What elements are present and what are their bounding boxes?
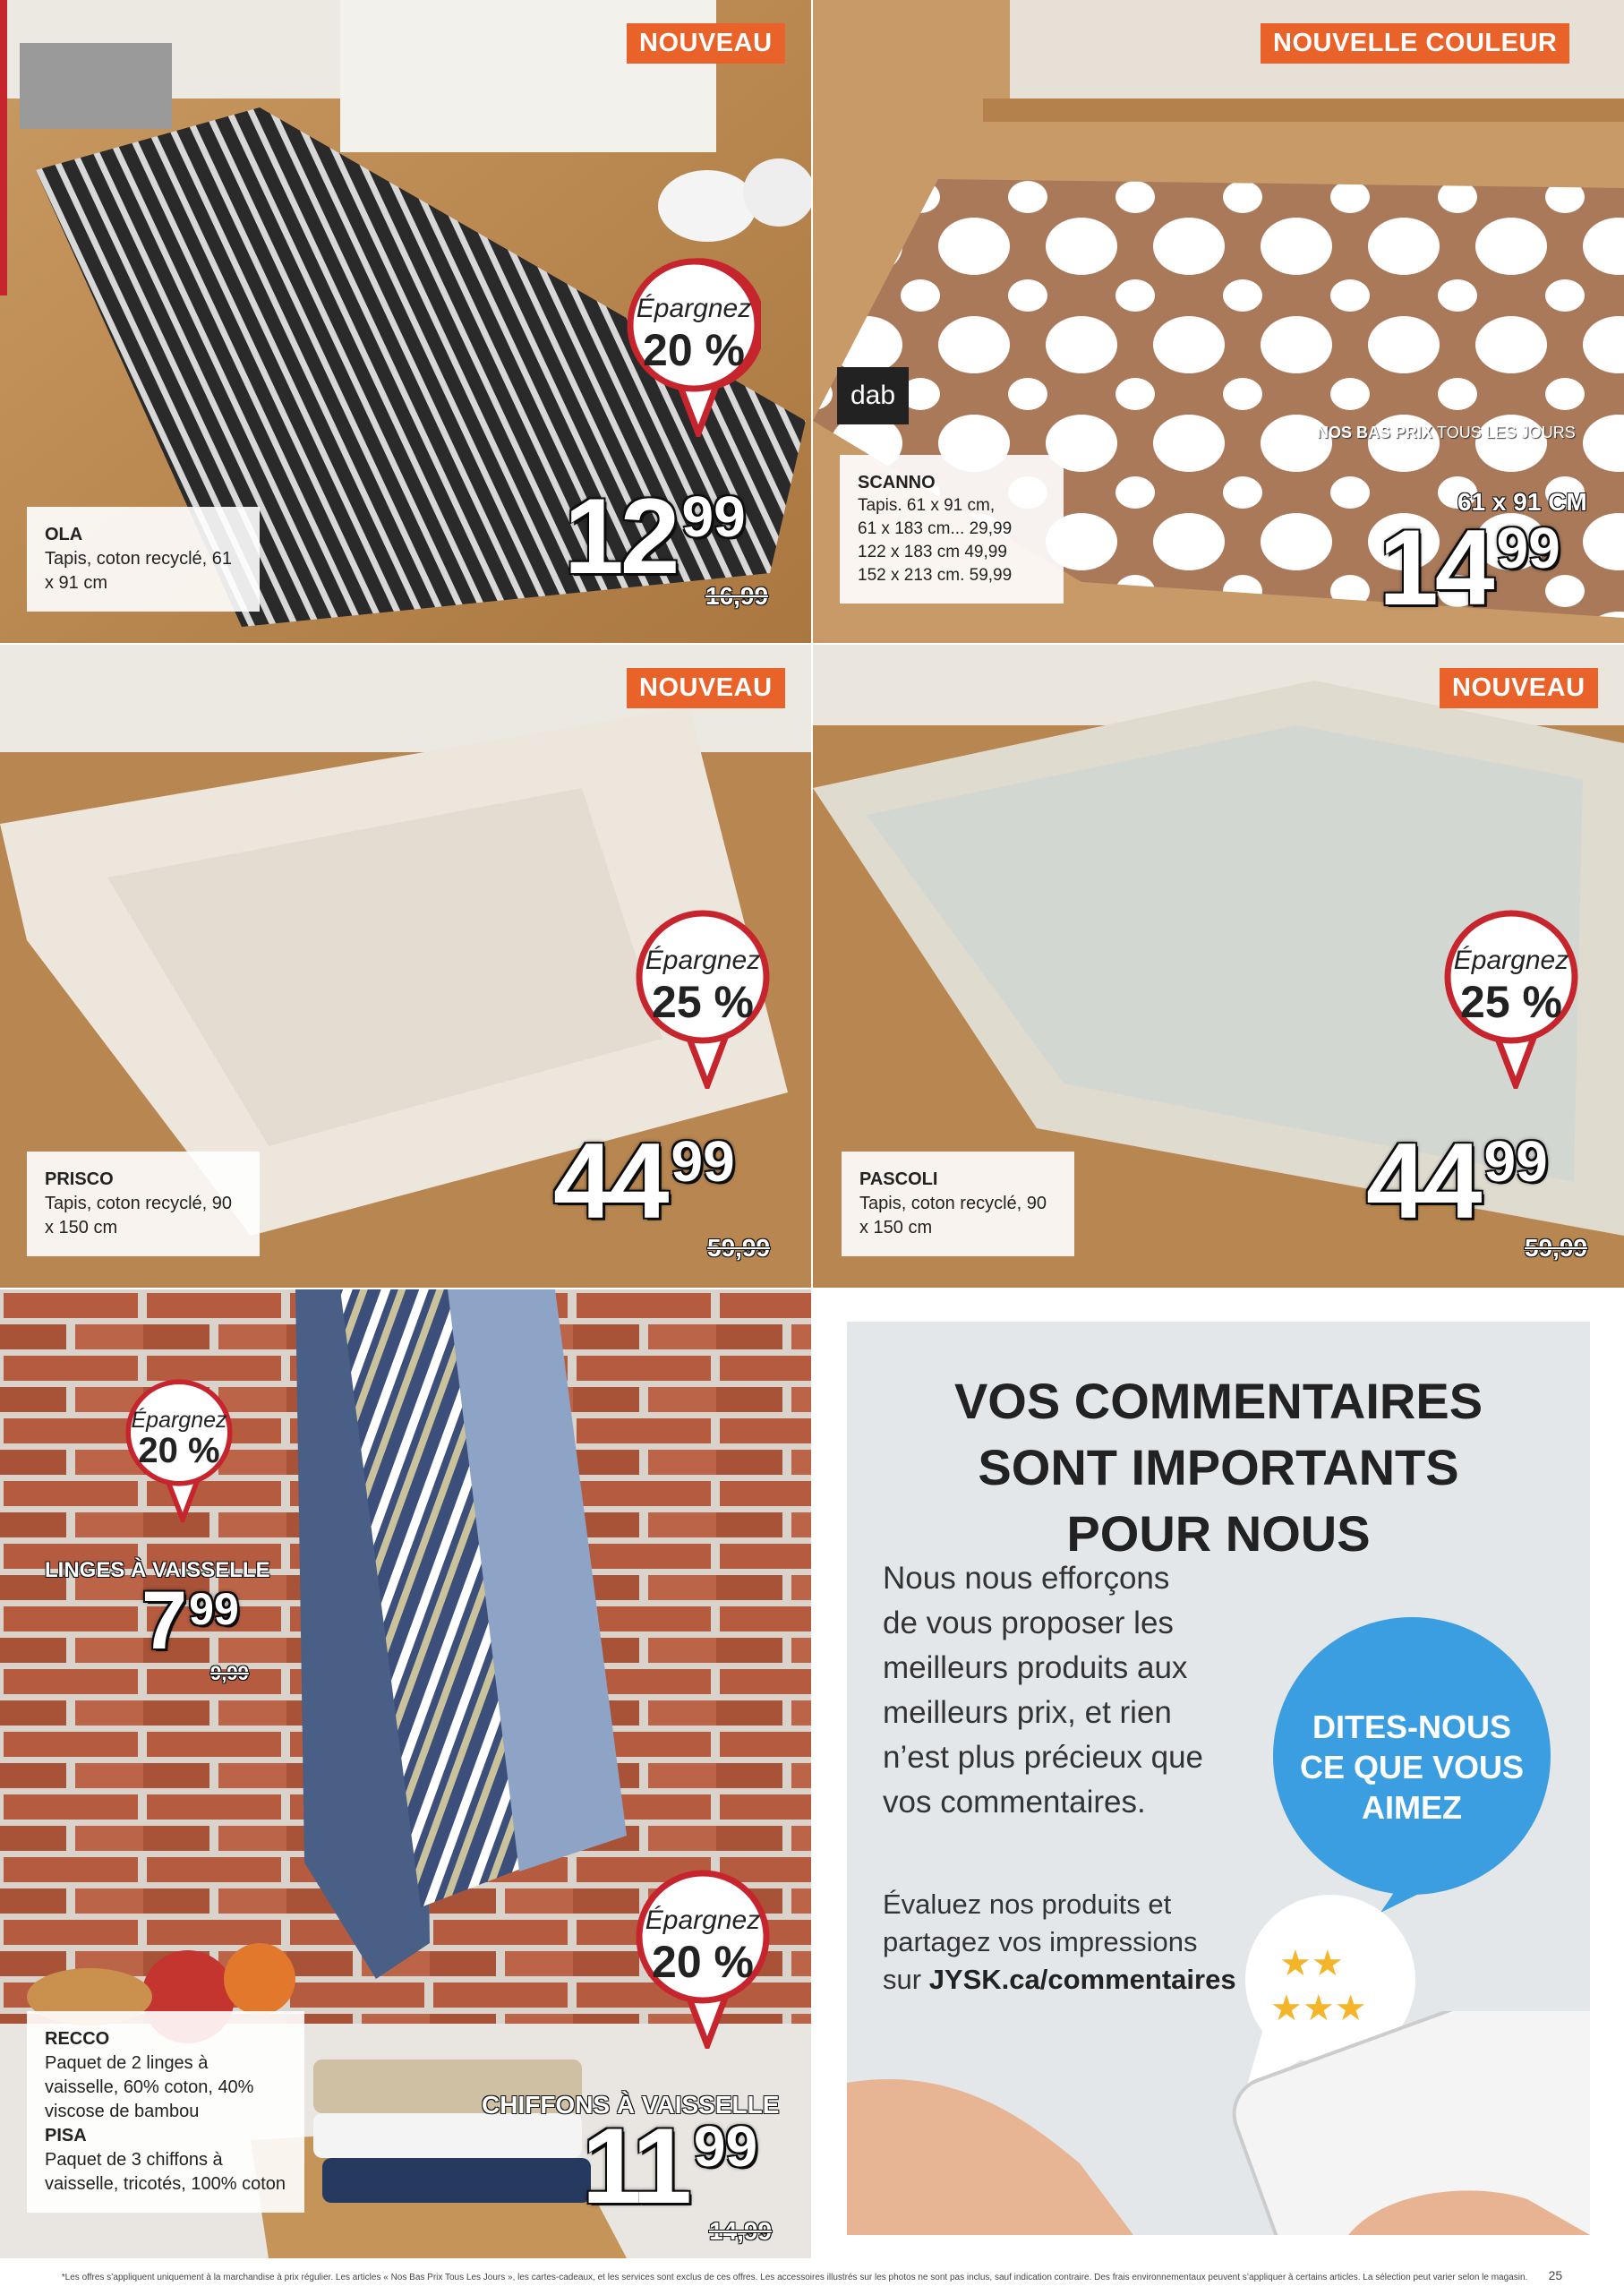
savings-percent: 20 % [138,1431,220,1470]
price-dollars: 14 [1379,508,1492,628]
product-description: Tapis, coton recyclé, 90 x 150 cm [859,1194,1047,1237]
brand-logo: dab [837,367,909,424]
chiffons-old-price: 14,99 [709,2217,773,2245]
heading-line-2: SONT IMPORTANTS [978,1439,1459,1495]
feedback-heading [847,1368,1590,1567]
price-cents: 99 [671,1129,735,1194]
product-info [27,1152,260,1256]
cta-prefix: sur [883,1964,929,1995]
product-info [840,455,1064,604]
price-cents: 99 [189,1584,239,1634]
star-icon: ★★ [1279,1943,1344,1984]
product-panel-pascoli [813,645,1624,1288]
savings-percent: 20 % [643,325,745,375]
savings-label: Épargnez [131,1408,227,1433]
savings-label: Épargnez [636,294,752,323]
everyday-low-price-logo [1317,424,1576,442]
product-name: OLA [45,525,83,544]
body-line-1: Nous nous efforçons [883,1561,1170,1596]
savings-bubble [1444,910,1578,1044]
body-line-6: vos commentaires. [883,1785,1146,1820]
product-desc-line-3: 122 x 183 cm 49,99 [858,543,1007,561]
footer-disclaimer [0,2258,1624,2292]
bubble-line-2: CE QUE VOUS [1299,1749,1525,1785]
feedback-body [883,1556,1277,1825]
feedback-link[interactable]: JYSK.ca/commentaires [928,1964,1236,1995]
product-panel-prisco [0,645,811,1288]
savings-bubble [627,258,761,392]
badge-nouveau: NOUVEAU [627,23,785,64]
savings-percent: 20 % [652,1937,754,1987]
feedback-card [847,1322,1590,2235]
savings-label: Épargnez [645,1905,761,1935]
old-price: 59,99 [1525,1234,1588,1262]
body-line-5: n’est plus précieux que [883,1740,1203,1775]
heading-line-1: VOS COMMENTAIRES [953,1373,1483,1429]
badge-nouveau: NOUVEAU [1440,668,1598,708]
product-name: PRISCO [45,1169,114,1189]
disclaimer-text: *Les offres s’appliquent uniquement à la marchandise à prix régulier. Les articles « Nos Bas Prix Tous Les Jours », les cartes-cadeaux, et les services sont exclus de ces offres. Les accessoires illustrés sur les photos ne sont pas inclus, sauf indication contraire. Des frais environnementaux peuvent s’appliquer à certains articles. La sélection peut varier selon le magasin. [61,2273,1528,2282]
product-desc-line-2: 61 x 183 cm... 29,99 [858,519,1013,538]
product-desc-line-4: 152 x 213 cm. 59,99 [858,566,1013,585]
price-cents: 99 [1496,516,1560,580]
product-description: Tapis, coton recyclé, 90 x 150 cm [45,1194,232,1237]
price-dollars: 44 [553,1121,666,1241]
bubble-line-3: AIMEZ [1362,1789,1462,1826]
product-desc-line-1: Tapis. 61 x 91 cm, [858,496,996,515]
product-panel-scanno [813,0,1624,643]
linges-old-price: 9,99 [210,1662,249,1684]
price-cents: 99 [693,2114,758,2179]
price-cents: 99 [1483,1129,1548,1194]
price-dollars: 12 [564,476,677,596]
product-info [842,1152,1074,1256]
old-price: 59,99 [707,1234,771,1262]
badge-nouveau: NOUVEAU [627,668,785,708]
price-dollars: 11 [582,2106,688,2226]
savings-bubble-linges [125,1379,233,1486]
size-label: 61 x 91 CM [1457,488,1587,516]
cta-line-1: Évaluez nos produits et [883,1888,1172,1920]
pisa-description: Paquet de 3 chiffons à vaisselle, tricotés, 100% coton [45,2150,286,2194]
product-price [553,1119,735,1243]
savings-label: Épargnez [1453,946,1569,975]
savings-bubble-chiffons [636,1870,770,2004]
price-dollars: 44 [1366,1121,1479,1241]
recco-description: Paquet de 2 linges à vaisselle, 60% coton, 40% viscose de bambou [45,2053,254,2121]
product-description: Tapis, coton recyclé, 61 x 91 cm [45,549,232,593]
speech-bubble-blue [1273,1617,1551,1895]
product-panel-ola [0,0,811,643]
recco-name: RECCO [45,2029,110,2049]
badge-nouvelle-couleur: NOUVELLE COULEUR [1261,23,1569,64]
linges-label: LINGES À VAISSELLE [45,1558,270,1582]
pisa-name: PISA [45,2126,87,2145]
cta-line-2: partagez vos impressions [883,1926,1198,1957]
phone-hand-image [847,2011,1590,2235]
product-name: PASCOLI [859,1169,938,1189]
feedback-panel [813,1289,1624,2258]
savings-label: Épargnez [645,946,761,975]
linges-price [141,1574,239,1668]
product-price [1379,506,1560,629]
body-line-3: meilleurs produits aux [883,1650,1188,1685]
chiffons-price [582,2104,757,2228]
product-info [27,507,260,612]
chiffons-label: CHIFFONS À VAISSELLE [482,2091,780,2119]
product-info-recco-pisa [27,2011,304,2213]
everyday-low-label-2: TOUS LES JOURS [1437,424,1576,441]
body-line-2: de vous proposer les [883,1606,1174,1640]
price-cents: 99 [681,484,746,549]
page-number: 25 [1548,2268,1563,2282]
savings-percent: 25 % [652,977,754,1027]
bubble-text [1273,1707,1551,1828]
old-price: 16,99 [705,582,769,610]
price-dollars: 7 [141,1575,184,1666]
savings-bubble [636,910,770,1044]
star-icon: ★★★ [1270,1988,1367,2029]
product-price [564,475,746,598]
savings-percent: 25 % [1460,977,1562,1027]
product-price [1366,1119,1548,1243]
product-name: SCANNO [858,473,936,492]
product-panel-kitchen-towels [0,1289,811,2258]
body-line-4: meilleurs prix, et rien [883,1695,1172,1730]
heading-line-3: POUR NOUS [1066,1505,1371,1562]
everyday-low-label: NOS BAS PRIX [1317,424,1433,441]
bubble-line-1: DITES-NOUS [1312,1708,1511,1745]
